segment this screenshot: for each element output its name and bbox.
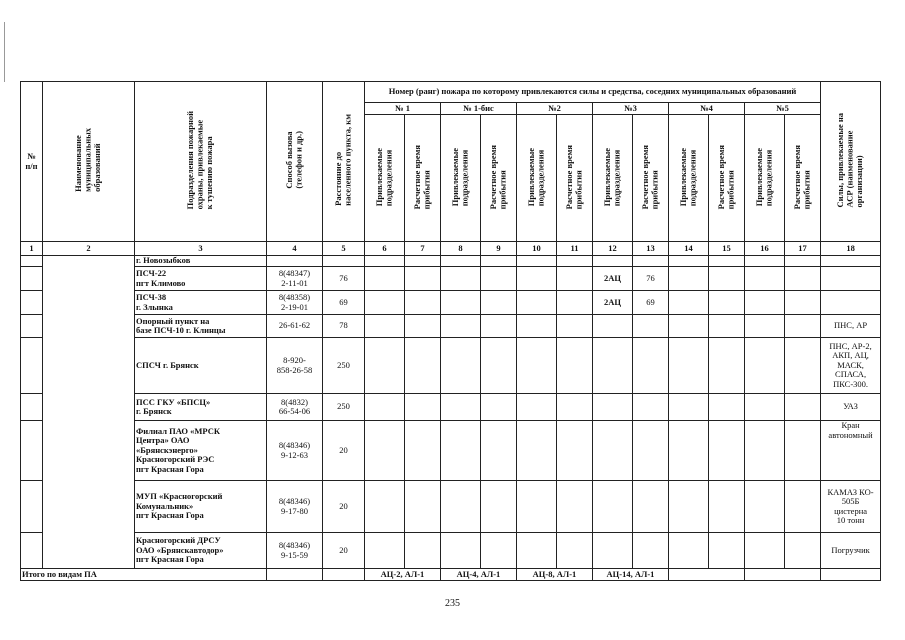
rank3-time-cell xyxy=(633,394,669,421)
header-asr: Силы, привлекаемые на АСР (наименование организации) xyxy=(821,82,881,242)
header-call-method: Способ вызова (телефон и др.) xyxy=(267,82,323,242)
header-sub-units: Привлекаемые подразделения xyxy=(365,115,405,242)
section-title: г. Новозыбков xyxy=(135,256,267,267)
column-number: 8 xyxy=(441,242,481,256)
totals-row xyxy=(21,569,881,581)
column-number: 17 xyxy=(785,242,821,256)
rank3-time-cell: 76 xyxy=(633,267,669,291)
header-sub-time: Расчетное время прибытия xyxy=(785,115,821,242)
call-cell: 26-61-62 xyxy=(267,315,323,338)
header-rank-1: № 1 xyxy=(365,103,441,115)
rank3-time-cell xyxy=(633,481,669,533)
column-number: 10 xyxy=(517,242,557,256)
header-sub-time: Расчетное время прибытия xyxy=(405,115,441,242)
unit-cell: Красногорский ДРСУ ОАО «Брянскавтодор» пгт Красная Гора xyxy=(135,533,267,569)
column-number: 7 xyxy=(405,242,441,256)
column-number: 6 xyxy=(365,242,405,256)
unit-cell: МУП «Красногорский Комунальник» пгт Красная Гора xyxy=(135,481,267,533)
table-row xyxy=(21,421,881,481)
asr-cell: ПНС, АР xyxy=(821,315,881,338)
header-sub-time: Расчетное время прибытия xyxy=(557,115,593,242)
column-number: 2 xyxy=(43,242,135,256)
column-number: 3 xyxy=(135,242,267,256)
table-row xyxy=(21,394,881,421)
rank3-units-cell: 2АЦ xyxy=(593,267,633,291)
distance-cell: 250 xyxy=(323,338,365,394)
distance-cell: 20 xyxy=(323,481,365,533)
column-number: 11 xyxy=(557,242,593,256)
table-row xyxy=(21,481,881,533)
rank3-time-cell xyxy=(633,421,669,481)
column-number: 4 xyxy=(267,242,323,256)
header-sub-time: Расчетное время прибытия xyxy=(481,115,517,242)
header-municipality: Наименование муниципальных образований xyxy=(43,82,135,242)
call-cell: 8-920- 858-26-58 xyxy=(267,338,323,394)
header-rank-1bis: № 1-бис xyxy=(441,103,517,115)
asr-cell xyxy=(821,267,881,291)
call-cell: 8(48346) 9-15-59 xyxy=(267,533,323,569)
call-cell: 8(48358) 2-19-01 xyxy=(267,291,323,315)
column-number: 14 xyxy=(669,242,709,256)
header-sub-units: Привлекаемые подразделения xyxy=(669,115,709,242)
totals-label: Итого по видам ПА xyxy=(21,569,267,581)
header-units: Подразделения пожарной охраны, привлекаемые к тушению пожара xyxy=(135,82,267,242)
unit-cell: ПСЧ-22 пгт Климово xyxy=(135,267,267,291)
distance-cell: 20 xyxy=(323,533,365,569)
rank3-time-cell xyxy=(633,338,669,394)
municipality-cell xyxy=(43,256,135,569)
table-row xyxy=(21,533,881,569)
page-number: 235 xyxy=(445,598,460,609)
fire-forces-table xyxy=(20,81,881,581)
header-sub-time: Расчетное время прибытия xyxy=(633,115,669,242)
rank3-units-cell xyxy=(593,315,633,338)
totals-rank-2: АЦ-8, АЛ-1 xyxy=(517,569,593,581)
column-number: 16 xyxy=(745,242,785,256)
distance-cell: 20 xyxy=(323,421,365,481)
asr-cell: Погрузчик xyxy=(821,533,881,569)
column-number: 5 xyxy=(323,242,365,256)
unit-cell: Опорный пункт на базе ПСЧ-10 г. Клинцы xyxy=(135,315,267,338)
rank3-units-cell xyxy=(593,533,633,569)
distance-cell: 250 xyxy=(323,394,365,421)
column-number: 9 xyxy=(481,242,517,256)
table-row xyxy=(21,291,881,315)
column-number: 12 xyxy=(593,242,633,256)
asr-cell: УАЗ xyxy=(821,394,881,421)
header-rank-group: Номер (ранг) пожара по которому привлекаются силы и средства, соседних муниципальных образований xyxy=(365,82,821,103)
column-number: 18 xyxy=(821,242,881,256)
rank3-units-cell xyxy=(593,481,633,533)
column-number: 15 xyxy=(709,242,745,256)
call-cell: 8(4832) 66-54-06 xyxy=(267,394,323,421)
call-cell: 8(48346) 9-17-80 xyxy=(267,481,323,533)
column-number-row xyxy=(21,242,881,256)
header-rank-2: №2 xyxy=(517,103,593,115)
unit-cell: ПСС ГКУ «БПСЦ» г. Брянск xyxy=(135,394,267,421)
totals-rank-3: АЦ-14, АЛ-1 xyxy=(593,569,669,581)
distance-cell: 69 xyxy=(323,291,365,315)
column-number: 13 xyxy=(633,242,669,256)
asr-cell xyxy=(821,291,881,315)
rank3-units-cell xyxy=(593,338,633,394)
unit-cell: ПСЧ-38 г. Злынка xyxy=(135,291,267,315)
header-sub-units: Привлекаемые подразделения xyxy=(441,115,481,242)
section-row xyxy=(21,256,881,267)
rank3-time-cell xyxy=(633,315,669,338)
header-rank-3: №3 xyxy=(593,103,669,115)
header-sub-units: Привлекаемые подразделения xyxy=(593,115,633,242)
table-row xyxy=(21,315,881,338)
rank3-time-cell: 69 xyxy=(633,291,669,315)
table-row xyxy=(21,267,881,291)
rank3-time-cell xyxy=(633,533,669,569)
totals-rank-1bis: АЦ-4, АЛ-1 xyxy=(441,569,517,581)
unit-cell: Филиал ПАО «МРСК Центра» ОАО «Брянскэнерго» Красногорский РЭС пгт Красная Гора xyxy=(135,421,267,481)
totals-rank-1: АЦ-2, АЛ-1 xyxy=(365,569,441,581)
column-number: 1 xyxy=(21,242,43,256)
asr-cell: КАМАЗ КО- 505Б цистерна 10 тонн xyxy=(821,481,881,533)
header-rank-4: №4 xyxy=(669,103,745,115)
rank3-units-cell xyxy=(593,421,633,481)
asr-cell: Кран автономный xyxy=(821,421,881,481)
call-cell: 8(48347) 2-11-01 xyxy=(267,267,323,291)
header-sub-units: Привлекаемые подразделения xyxy=(517,115,557,242)
header-sub-time: Расчетное время прибытия xyxy=(709,115,745,242)
header-rank-5: №5 xyxy=(745,103,821,115)
rank3-units-cell xyxy=(593,394,633,421)
header-no: № п/п xyxy=(21,82,43,242)
asr-cell: ПНС, АР-2, АКП, АЦ, МАСК, СПАСА, ПКС-300. xyxy=(821,338,881,394)
distance-cell: 76 xyxy=(323,267,365,291)
table-row xyxy=(21,338,881,394)
header-sub-units: Привлекаемые подразделения xyxy=(745,115,785,242)
rank3-units-cell: 2АЦ xyxy=(593,291,633,315)
call-cell: 8(48346) 9-12-63 xyxy=(267,421,323,481)
header-distance: Расстояние до населенного пункта, км xyxy=(323,82,365,242)
page-edge-line xyxy=(4,22,5,82)
distance-cell: 78 xyxy=(323,315,365,338)
unit-cell: СПСЧ г. Брянск xyxy=(135,338,267,394)
